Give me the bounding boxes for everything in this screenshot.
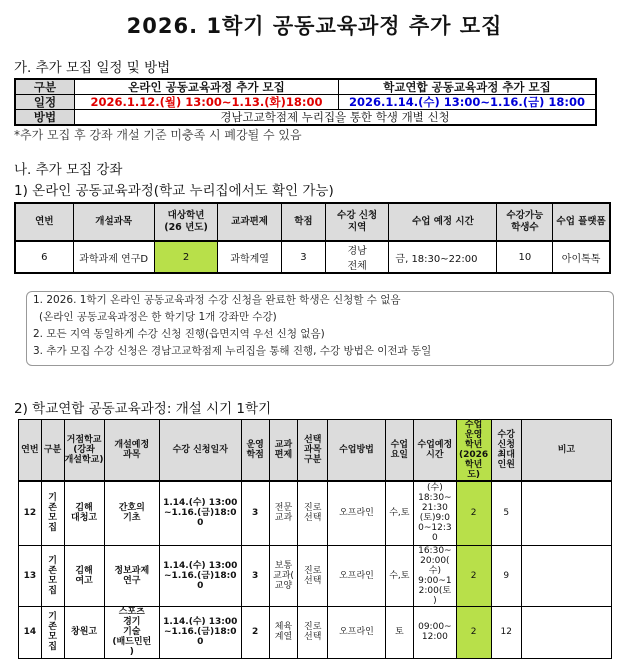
table-row: [15, 241, 610, 273]
online-cell: 과학과제 연구D: [73, 241, 154, 273]
school-col-header: 수업방법: [328, 420, 385, 482]
online-header-row: [15, 203, 610, 241]
school-cell: 오프라인: [328, 545, 385, 606]
school-cell: 2: [456, 545, 491, 606]
row-label-schedule: 일정: [15, 95, 75, 110]
method-text: 경남고교학점제 누리집을 통한 학생 개별 신청: [75, 110, 597, 126]
school-cell: 전문 교과: [269, 481, 297, 545]
school-cell: 김해 여고: [64, 545, 104, 606]
school-cell: 2: [456, 481, 491, 545]
school-cell: 2: [456, 606, 491, 658]
online-cell: 금, 18:30~22:00: [389, 241, 497, 273]
school-cell: 14: [19, 606, 42, 658]
school-cell: 16:30~ 20:00( 수) 9:00~1 2:00(토 ): [414, 545, 457, 606]
school-col-header: 개설예정 과목: [104, 420, 159, 482]
school-cell: 1.14.(수) 13:00 ~1.16.(금)18:0 0: [160, 545, 241, 606]
school-header-row: [19, 420, 612, 482]
online-course-table: [14, 202, 611, 274]
school-col-header: 운영 학점: [241, 420, 269, 482]
school-col-header: 선택 과목 구분: [298, 420, 328, 482]
online-cell: 아이톡톡: [553, 241, 610, 273]
school-col-header: 비고: [521, 420, 611, 482]
school-subheading: 2) 학교연합 공동교육과정: 개설 시기 1학기: [14, 401, 272, 417]
online-subheading: 1) 온라인 공동교육과정(학교 누리집에서도 확인 가능): [14, 183, 334, 199]
school-cell: 1.14.(수) 13:00 ~1.16.(금)18:0 0: [160, 481, 241, 545]
school-col-header: 수강 신청일자: [160, 420, 241, 482]
online-col-header: 수강가능 학생수: [497, 203, 553, 241]
cancellation-note: *추가 모집 후 강좌 개설 기준 미충족 시 폐강될 수 있음: [14, 128, 302, 142]
school-cell: 12: [491, 606, 521, 658]
online-cell: 10: [497, 241, 553, 273]
school-cell: 보통 교과( 교양: [269, 545, 297, 606]
school-cell: 간호의 기초: [104, 481, 159, 545]
online-cell: 2: [154, 241, 218, 273]
table-row: [19, 545, 612, 606]
online-col-header: 대상학년 (26 년도): [154, 203, 218, 241]
online-header: 온라인 공동교육과정 추가 모집: [75, 79, 339, 95]
school-cell: 김해 대청고: [64, 481, 104, 545]
table-row: [19, 481, 612, 545]
online-col-header: 수업 예정 시간: [389, 203, 497, 241]
table-row: [19, 606, 612, 658]
online-col-header: 개설과목: [73, 203, 154, 241]
schedule-table: [14, 78, 597, 126]
school-cell: 체육 계열: [269, 606, 297, 658]
school-cell: (수) 18:30~ 21:30 (토)9:0 0~12:3 0: [414, 481, 457, 545]
school-cell: 진로 선택: [298, 545, 328, 606]
school-cell: 수,토: [385, 545, 413, 606]
school-course-table: [18, 419, 612, 659]
school-col-header: 수업 요일: [385, 420, 413, 482]
school-cell: 3: [241, 545, 269, 606]
school-cell: [521, 545, 611, 606]
row-label-category: 구분: [15, 79, 75, 95]
school-cell: 수,토: [385, 481, 413, 545]
school-col-header: 구분: [41, 420, 64, 482]
school-schedule: 2026.1.14.(수) 13:00~1.16.(금) 18:00: [339, 95, 597, 110]
school-cell: 창원고: [64, 606, 104, 658]
note-line: 3. 추가 모집 수강 신청은 경남고교학점제 누리집을 통해 진행, 수강 방법은 이전과 동일: [33, 345, 432, 357]
online-cell: 3: [281, 241, 325, 273]
school-cell: 오프라인: [328, 606, 385, 658]
school-cell: 12: [19, 481, 42, 545]
section-a-heading: 가. 추가 모집 일정 및 방법: [14, 60, 171, 76]
online-cell: 6: [15, 241, 73, 273]
school-col-header: 교과 편제: [269, 420, 297, 482]
notes-box: [26, 291, 614, 366]
school-cell: 9: [491, 545, 521, 606]
school-cell: 13: [19, 545, 42, 606]
online-col-header: 수업 플랫폼: [553, 203, 610, 241]
school-cell: 5: [491, 481, 521, 545]
online-cell: 과학계열: [218, 241, 282, 273]
online-col-header: 연번: [15, 203, 73, 241]
school-cell: 진로 선택: [298, 606, 328, 658]
school-cell: 기존모집: [41, 481, 64, 545]
page-title: 2026. 1학기 공동교육과정 추가 모집: [126, 14, 503, 38]
online-col-header: 교과편제: [218, 203, 282, 241]
note-line: 1. 2026. 1학기 온라인 공동교육과정 수강 신청을 완료한 학생은 신청할 수 없음: [33, 294, 401, 306]
school-col-header: 연번: [19, 420, 42, 482]
school-col-header: 수업예정 시간: [414, 420, 457, 482]
school-cell: 오프라인: [328, 481, 385, 545]
school-header: 학교연합 공동교육과정 추가 모집: [339, 79, 597, 95]
online-schedule: 2026.1.12.(월) 13:00~1.13.(화)18:00: [75, 95, 339, 110]
row-label-method: 방법: [15, 110, 75, 126]
online-col-header: 수강 신청 지역: [325, 203, 389, 241]
school-cell: 1.14.(수) 13:00 ~1.16.(금)18:0 0: [160, 606, 241, 658]
section-b-heading: 나. 추가 모집 강좌: [14, 162, 123, 178]
online-col-header: 학점: [281, 203, 325, 241]
school-cell: 정보과제 연구: [104, 545, 159, 606]
school-cell: 토: [385, 606, 413, 658]
school-cell: 3: [241, 481, 269, 545]
school-cell: 스포츠 경기 기술 (배드민턴 ): [104, 606, 159, 658]
school-cell: [521, 481, 611, 545]
school-cell: 기존모집: [41, 545, 64, 606]
online-cell: 경남 전체: [325, 241, 389, 273]
school-cell: 09:00~ 12:00: [414, 606, 457, 658]
note-line: 2. 모든 지역 동일하게 수강 신청 진행(읍면지역 우선 신청 없음): [33, 328, 325, 340]
school-col-header: 거점학교 (강좌 개설학교): [64, 420, 104, 482]
school-cell: [521, 606, 611, 658]
note-line: (온라인 공동교육과정은 한 학기당 1개 강좌만 수강): [39, 311, 277, 323]
school-cell: 진로 선택: [298, 481, 328, 545]
school-cell: 2: [241, 606, 269, 658]
school-col-header: 수업 운영 학년 (2026 학년 도): [456, 420, 491, 482]
school-cell: 기존모집: [41, 606, 64, 658]
school-col-header: 수강 신청 최대 인원: [491, 420, 521, 482]
